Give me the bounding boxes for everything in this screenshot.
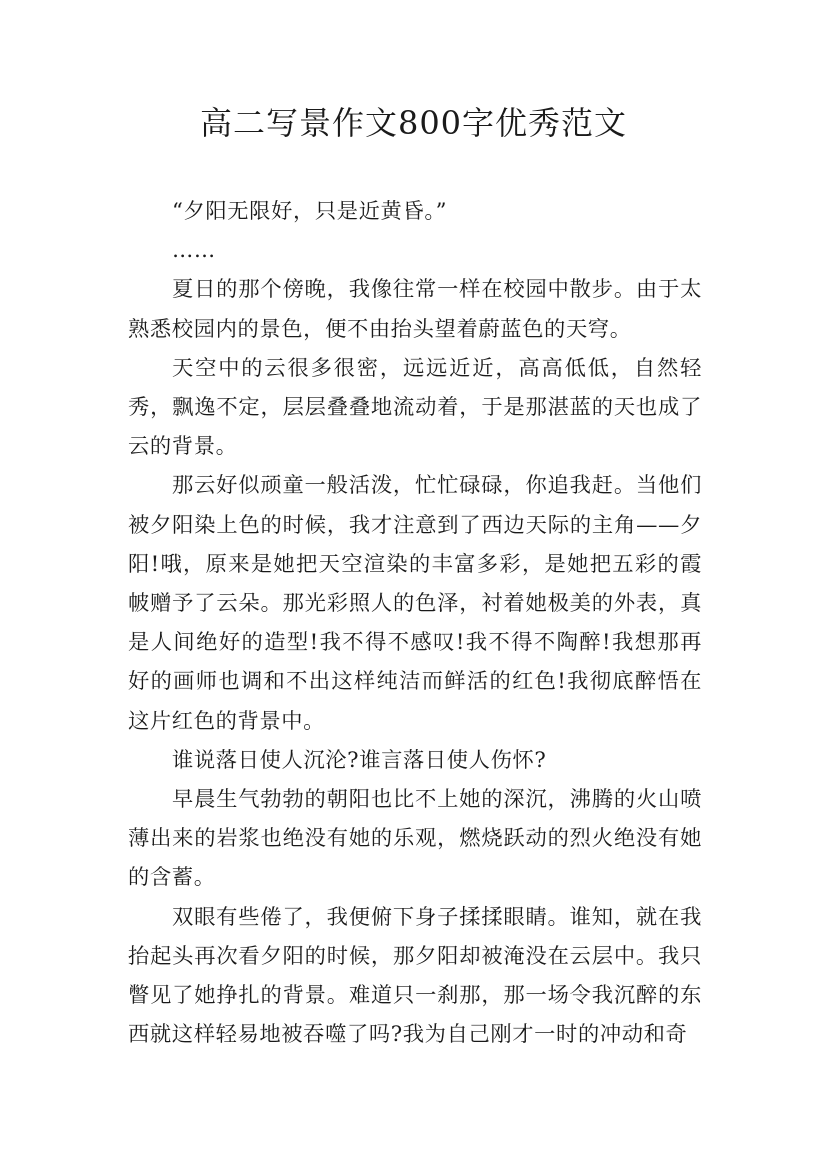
paragraph: 那云好似顽童一般活泼，忙忙碌碌，你追我赶。当他们被夕阳染上色的时候，我才注意到了西边天际的主角——夕阳!哦，原来是她把天空渲染的丰富多彩，是她把五彩的霞帔赠予了云朵。那光彩照人的色泽，衬着她极美的外表，真是人间绝好的造型!我不得不感叹!我不得不陶醉!我想那再好的画师也调和不出这样纯洁而鲜活的红色!我彻底醉悟在这片红色的背景中。 bbox=[128, 473, 702, 734]
paragraph: “夕阳无限好，只是近黄昏。” bbox=[172, 199, 448, 224]
document-body bbox=[128, 192, 702, 1054]
document-title: 高二写景作文800字优秀范文 bbox=[199, 104, 628, 142]
paragraph: 谁说落日使人沉沦?谁言落日使人伤怀? bbox=[172, 747, 547, 773]
paragraph: 夏日的那个傍晚，我像往常一样在校园中散步。由于太熟悉校园内的景色，便不由抬头望着蔚蓝色的天穹。 bbox=[128, 277, 702, 342]
paragraph: 天空中的云很多很密，远远近近，高高低低，自然轻秀，飘逸不定，层层叠叠地流动着，于是那湛蓝的天也成了云的背景。 bbox=[128, 355, 702, 460]
paragraph: 双眼有些倦了，我便俯下身子揉揉眼睛。谁知，就在我抬起头再次看夕阳的时候，那夕阳却被淹没在云层中。我只瞥见了她挣扎的背景。难道只一刹那，那一场令我沉醉的东西就这样轻易地被吞噬了吗?我为自己刚才一时的冲动和奇 bbox=[128, 904, 702, 1048]
paragraph: …… bbox=[172, 238, 216, 264]
paragraph: 早晨生气勃勃的朝阳也比不上她的深沉，沸腾的火山喷薄出来的岩浆也绝没有她的乐观，燃烧跃动的烈火绝没有她的含蓄。 bbox=[128, 787, 702, 891]
